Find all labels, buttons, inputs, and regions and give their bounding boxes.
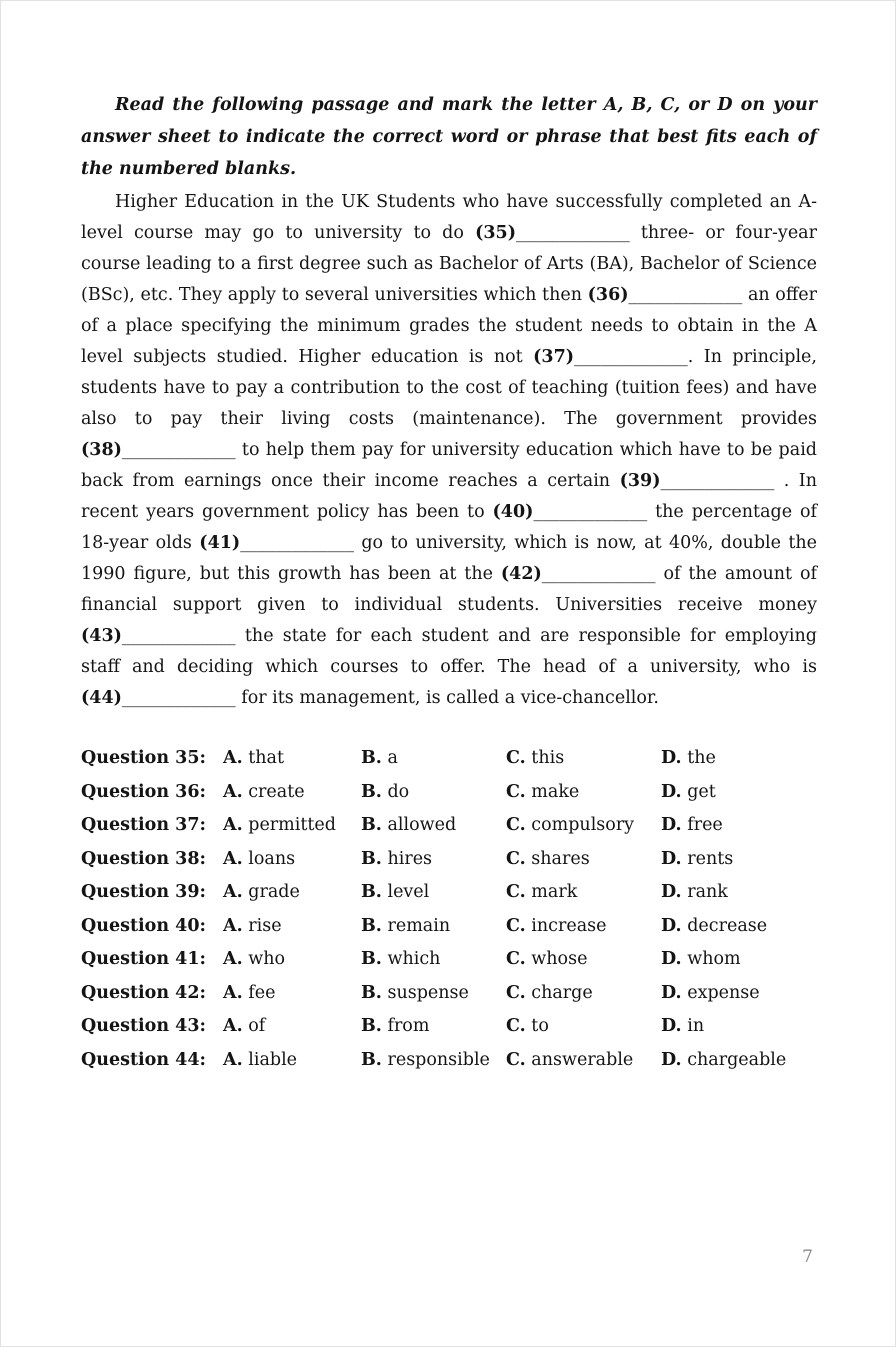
option-text: hires <box>387 848 433 869</box>
option-letter: A. <box>223 982 243 1003</box>
option-letter: B. <box>361 949 382 969</box>
question-option-a <box>223 943 361 977</box>
option-letter: B. <box>361 915 382 936</box>
option-letter: A. <box>223 882 243 902</box>
question-option-b <box>361 843 506 877</box>
question-option-d <box>661 910 817 944</box>
passage <box>81 187 817 714</box>
question-option-d <box>661 1044 817 1078</box>
passage-segment: _____________ of the amount of financial support given to individual students. Universities receive money <box>81 564 817 615</box>
instructions: Read the following passage and mark the letter A, B, C, or D on your answer sheet to indicate the correct word or phrase that best fits each of the numbered blanks. <box>81 95 817 179</box>
option-letter: A. <box>223 748 243 768</box>
option-letter: C. <box>506 982 526 1003</box>
question-option-b <box>361 742 506 776</box>
document-page <box>1 1 895 1077</box>
question-option-a <box>223 1010 361 1044</box>
option-text: the <box>687 748 716 768</box>
option-text: in <box>687 1016 705 1036</box>
question-label: Question 41: <box>81 949 206 969</box>
question-label: Question 35: <box>81 748 206 768</box>
option-text: that <box>248 748 285 768</box>
option-letter: B. <box>361 882 382 902</box>
question-option-b <box>361 776 506 810</box>
option-text: fee <box>248 982 276 1003</box>
question-option-c <box>506 809 661 843</box>
question-option-c <box>506 1010 661 1044</box>
option-letter: D. <box>661 848 682 869</box>
question-row-41 <box>81 943 817 977</box>
option-letter: D. <box>661 781 682 802</box>
option-letter: A. <box>223 815 243 835</box>
option-letter: B. <box>361 982 382 1003</box>
option-letter: C. <box>506 848 526 869</box>
question-option-a <box>223 843 361 877</box>
question-label: Question 36: <box>81 781 206 802</box>
blank-number-41: (41) <box>199 533 241 553</box>
blank-number-40: (40) <box>492 502 534 522</box>
option-text: make <box>531 781 580 802</box>
option-text: rank <box>687 882 728 902</box>
question-option-a <box>223 776 361 810</box>
option-text: mark <box>531 882 578 902</box>
question-option-a <box>223 809 361 843</box>
passage-segment: _____________ to help them pay for university education which have to be paid back from earnings once their income reaches a certain <box>81 440 817 491</box>
option-text: permitted <box>248 815 336 835</box>
passage-segment: _____________ the state for each student and are responsible for employing staff and deciding which courses to offer. The head of a university, who is <box>81 626 817 677</box>
option-text: responsible <box>387 1049 490 1070</box>
question-option-a <box>223 1044 361 1078</box>
question-option-c <box>506 1044 661 1078</box>
question-option-b <box>361 943 506 977</box>
question-option-d <box>661 1010 817 1044</box>
option-text: increase <box>531 915 607 936</box>
question-label: Question 43: <box>81 1016 206 1036</box>
option-text: to <box>531 1016 549 1036</box>
question-option-b <box>361 1010 506 1044</box>
blank-number-36: (36) <box>587 285 629 305</box>
option-text: charge <box>531 982 593 1003</box>
option-text: rise <box>248 915 282 936</box>
option-text: this <box>531 748 565 768</box>
question-option-c <box>506 977 661 1011</box>
option-letter: B. <box>361 1016 382 1036</box>
option-text: which <box>387 949 441 969</box>
question-option-c <box>506 843 661 877</box>
option-letter: B. <box>361 781 382 802</box>
option-letter: C. <box>506 949 526 969</box>
option-text: free <box>687 815 723 835</box>
option-letter: A. <box>223 1016 243 1036</box>
blank-number-42: (42) <box>500 564 542 584</box>
question-option-d <box>661 742 817 776</box>
question-option-d <box>661 977 817 1011</box>
question-option-b <box>361 809 506 843</box>
option-letter: C. <box>506 1049 526 1070</box>
question-option-c <box>506 876 661 910</box>
option-letter: A. <box>223 915 243 936</box>
question-option-a <box>223 977 361 1011</box>
option-letter: D. <box>661 815 682 835</box>
question-option-d <box>661 843 817 877</box>
question-option-c <box>506 910 661 944</box>
option-letter: C. <box>506 781 526 802</box>
question-option-a <box>223 876 361 910</box>
option-text: get <box>687 781 716 802</box>
passage-segment: _____________ the percentage of 18-year olds <box>81 502 817 553</box>
question-label: Question 39: <box>81 882 206 902</box>
option-letter: D. <box>661 1016 682 1036</box>
option-letter: C. <box>506 1016 526 1036</box>
question-row-40 <box>81 910 817 944</box>
option-text: chargeable <box>687 1049 787 1070</box>
question-row-39 <box>81 876 817 910</box>
option-letter: D. <box>661 949 682 969</box>
option-letter: A. <box>223 1049 243 1070</box>
option-letter: B. <box>361 748 382 768</box>
option-text: do <box>387 781 410 802</box>
option-text: shares <box>531 848 590 869</box>
option-text: expense <box>687 982 760 1003</box>
blank-number-35: (35) <box>475 223 516 243</box>
option-text: create <box>248 781 305 802</box>
passage-segment: _____________ for its management, is called a vice-chancellor. <box>121 688 659 708</box>
blank-number-44: (44) <box>81 688 122 708</box>
option-letter: B. <box>361 1049 382 1070</box>
option-text: grade <box>248 882 300 902</box>
option-letter: B. <box>361 815 382 835</box>
option-letter: D. <box>661 982 682 1003</box>
question-row-35 <box>81 742 817 776</box>
option-letter: D. <box>661 915 682 936</box>
question-label: Question 38: <box>81 848 206 869</box>
option-text: of <box>248 1016 266 1036</box>
option-text: rents <box>687 848 734 869</box>
option-letter: A. <box>223 781 243 802</box>
question-option-d <box>661 943 817 977</box>
page-number: 7 <box>802 1247 813 1267</box>
option-letter: A. <box>223 848 243 869</box>
question-row-37 <box>81 809 817 843</box>
question-option-a <box>223 742 361 776</box>
passage-segment: _____________ three- or four-year course leading to a first degree such as Bachelor of Arts (BA), Bachelor of Science (BSc), etc. They apply to several universities which then <box>81 223 817 305</box>
option-text: decrease <box>687 915 768 936</box>
option-text: compulsory <box>531 815 635 835</box>
passage-segment: Higher Education in the UK Students who have successfully completed an A-level course may go to university to do <box>81 192 817 243</box>
option-letter: C. <box>506 882 526 902</box>
question-row-36 <box>81 776 817 810</box>
question-label: Question 42: <box>81 982 206 1003</box>
option-text: from <box>387 1016 430 1036</box>
option-letter: B. <box>361 848 382 869</box>
option-text: who <box>248 949 286 969</box>
question-option-a <box>223 910 361 944</box>
question-option-b <box>361 876 506 910</box>
question-option-d <box>661 876 817 910</box>
question-label: Question 44: <box>81 1049 206 1070</box>
option-letter: D. <box>661 748 682 768</box>
passage-segment: _____________ . In recent years government policy has been to <box>81 471 817 522</box>
blank-number-37: (37) <box>533 347 575 367</box>
blank-number-39: (39) <box>619 471 661 491</box>
option-letter: C. <box>506 748 526 768</box>
option-letter: C. <box>506 915 526 936</box>
passage-segment: _____________ go to university, which is now, at 40%, double the 1990 figure, but this growth has been at the <box>81 533 818 584</box>
blank-number-43: (43) <box>81 626 122 646</box>
question-label: Question 40: <box>81 915 206 936</box>
option-text: answerable <box>531 1049 634 1070</box>
option-letter: A. <box>223 949 243 969</box>
option-text: whom <box>687 949 741 969</box>
option-text: allowed <box>387 815 457 835</box>
question-option-d <box>661 776 817 810</box>
option-text: suspense <box>387 982 469 1003</box>
option-text: level <box>387 882 430 902</box>
option-text: a <box>387 748 398 768</box>
question-option-b <box>361 910 506 944</box>
question-option-b <box>361 977 506 1011</box>
question-row-42 <box>81 977 817 1011</box>
option-text: remain <box>387 915 451 936</box>
option-letter: D. <box>661 882 682 902</box>
question-option-c <box>506 742 661 776</box>
blank-number-38: (38) <box>81 440 122 460</box>
questions-list <box>81 742 817 1077</box>
question-option-c <box>506 776 661 810</box>
question-option-d <box>661 809 817 843</box>
question-row-44 <box>81 1044 817 1078</box>
option-text: loans <box>248 848 296 869</box>
option-letter: C. <box>506 815 526 835</box>
option-text: liable <box>248 1049 298 1070</box>
question-label: Question 37: <box>81 815 206 835</box>
question-option-b <box>361 1044 506 1078</box>
passage-segment: _____________. In principle, students have to pay a contribution to the cost of teaching (tuition fees) and have also to pay their living costs (maintenance). The government provides <box>81 347 817 429</box>
question-option-c <box>506 943 661 977</box>
question-row-43 <box>81 1010 817 1044</box>
option-text: whose <box>531 949 588 969</box>
question-row-38 <box>81 843 817 877</box>
option-letter: D. <box>661 1049 682 1070</box>
passage-segment: _____________ an offer of a place specifying the minimum grades the student needs to obtain in the A level subjects studied. Higher education is not <box>81 285 817 367</box>
